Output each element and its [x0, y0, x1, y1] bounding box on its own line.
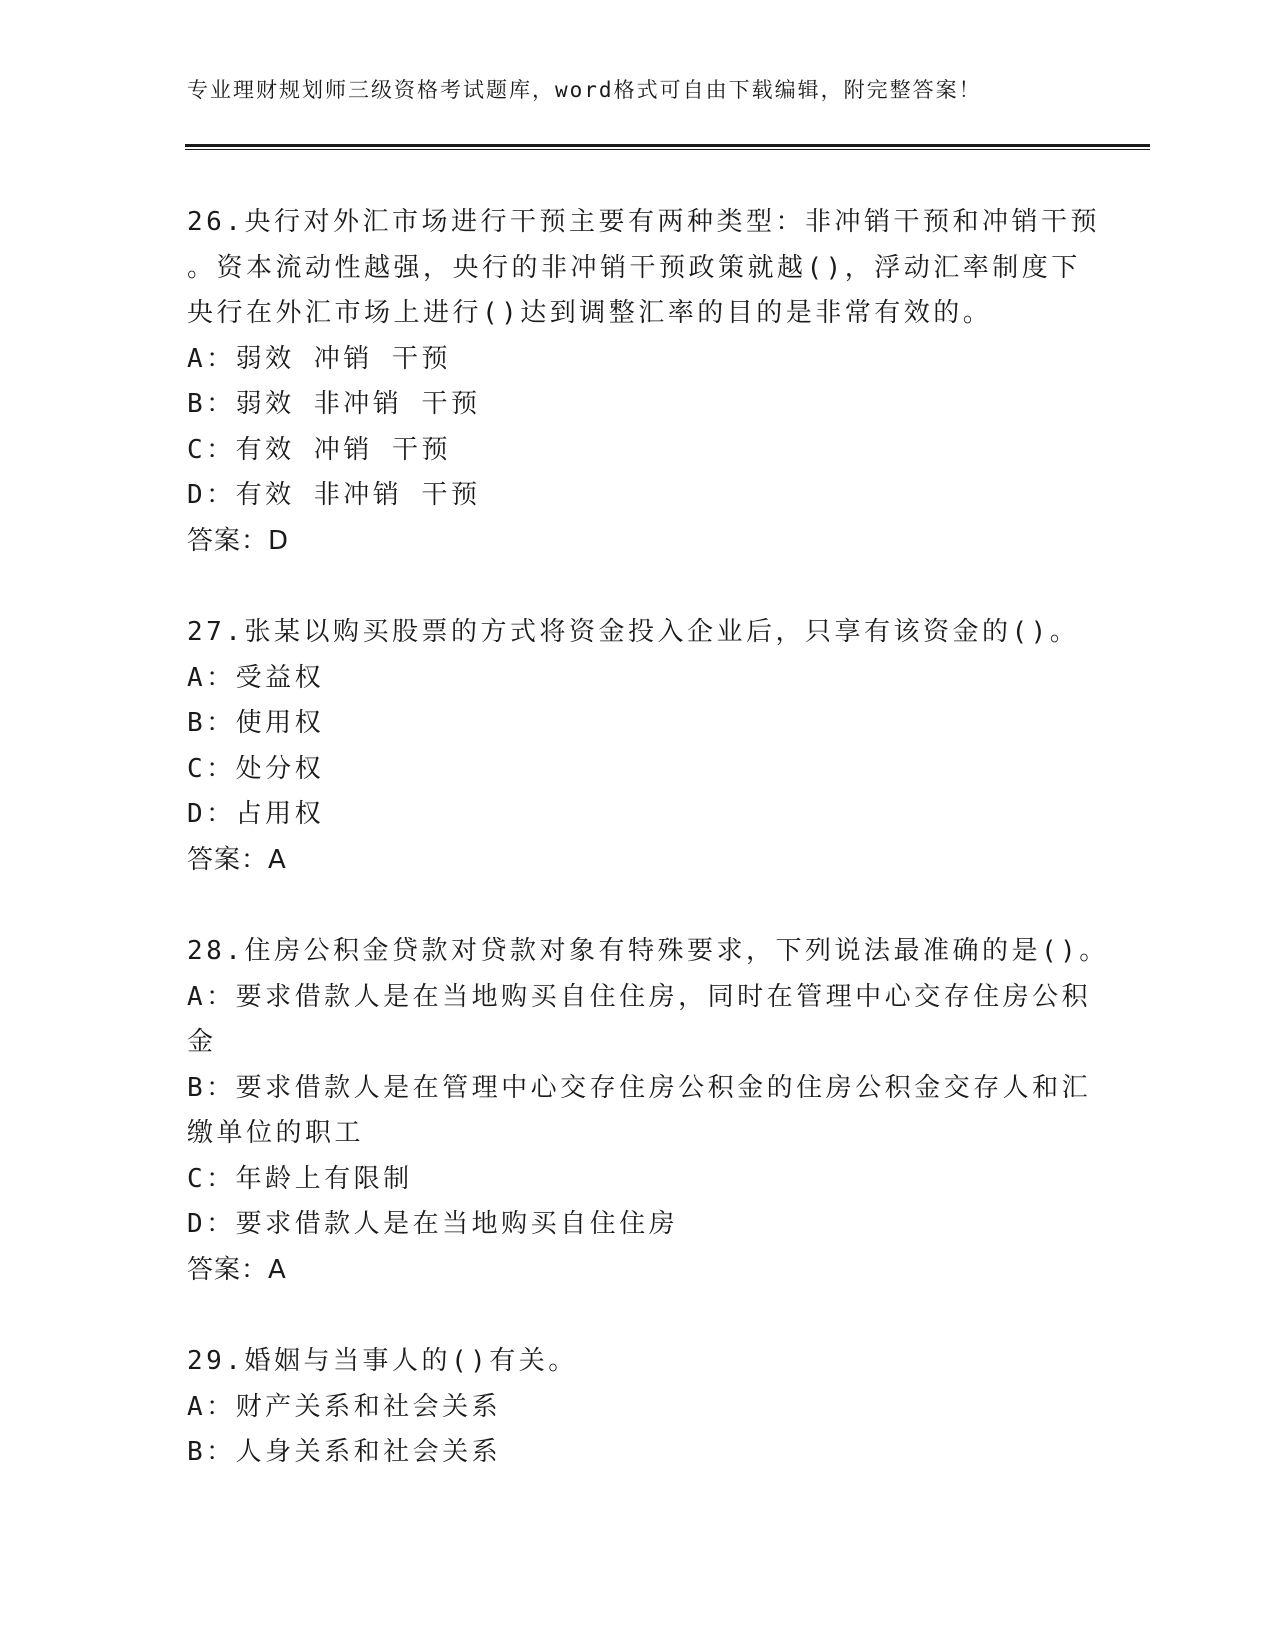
question-29: [187, 1339, 1077, 1476]
answer: 答案：A: [187, 844, 287, 875]
option-a: A：财产关系和社会关系: [187, 1391, 502, 1422]
option-c: C：有效 冲销 干预: [187, 434, 451, 465]
question-text: 央行在外汇市场上进行()达到调整汇率的目的是非常有效的。: [187, 298, 993, 328]
option-a: A：受益权: [187, 662, 325, 693]
option-c: C：处分权: [187, 753, 325, 784]
question-text: 29.婚姻与当事人的()有关。: [187, 1346, 578, 1376]
question-28: [187, 929, 1109, 1293]
option-a: A：要求借款人是在当地购买自住住房，同时在管理中心交存住房公积: [187, 981, 1092, 1012]
option-d: D：要求借款人是在当地购买自住住房: [187, 1209, 679, 1239]
option-c: C：年龄上有限制: [187, 1163, 413, 1194]
page-header: 专业理财规划师三级资格考试题库，word格式可自由下载编辑，附完整答案！: [187, 78, 982, 102]
option-a: A：弱效 冲销 干预: [187, 343, 451, 374]
answer: 答案：D: [187, 525, 290, 556]
question-text: 28.住房公积金贷款对贷款对象有特殊要求，下列说法最准确的是()。: [187, 936, 1109, 966]
option-b: B：人身关系和社会关系: [187, 1437, 502, 1467]
question-list: [187, 200, 1109, 1522]
question-text: 27.张某以购买股票的方式将资金投入企业后，只享有该资金的()。: [187, 617, 1080, 647]
header-divider: [185, 144, 1150, 147]
question-27: [187, 610, 1080, 883]
option-b: B：使用权: [187, 708, 325, 738]
answer: 答案：A: [187, 1254, 287, 1285]
header-divider-thin: [185, 149, 1150, 150]
question-text: 。资本流动性越强，央行的非冲销干预政策就越()，浮动汇率制度下: [187, 252, 1081, 283]
option-b-continued: 缴单位的职工: [187, 1118, 365, 1148]
question-text: 26.央行对外汇市场进行干预主要有两种类型：非冲销干预和冲销干预: [187, 207, 1100, 237]
option-a-continued: 金: [187, 1027, 217, 1057]
option-d: D：占用权: [187, 799, 325, 829]
option-d: D：有效 非冲销 干预: [187, 480, 481, 510]
option-b: B：弱效 非冲销 干预: [187, 389, 481, 419]
question-26: [187, 200, 1100, 564]
option-b: B：要求借款人是在管理中心交存住房公积金的住房公积金交存人和汇: [187, 1072, 1092, 1103]
